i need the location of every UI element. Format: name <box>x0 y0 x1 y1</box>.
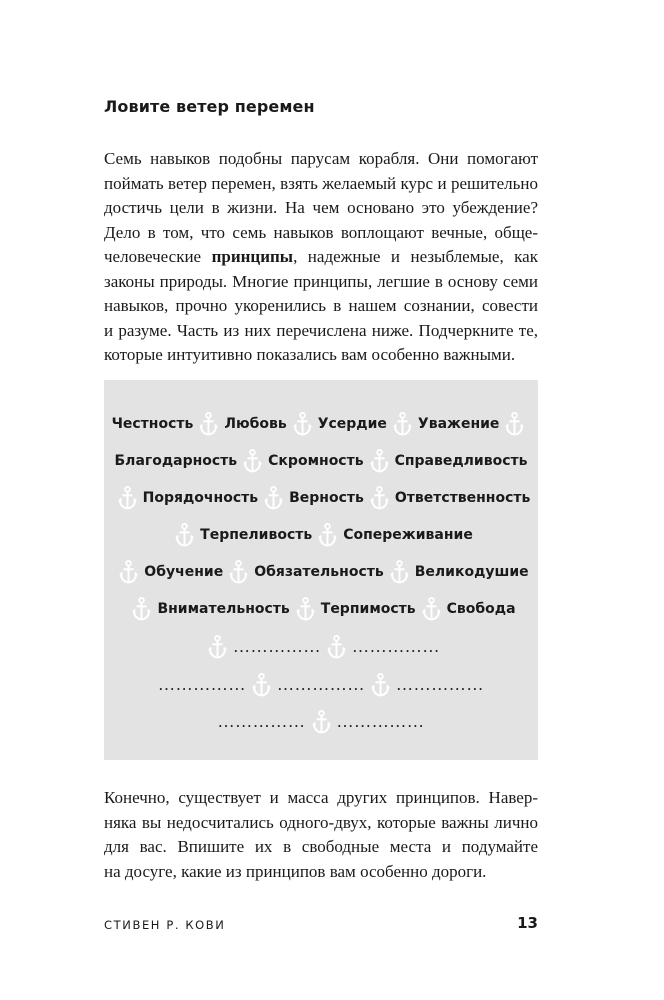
anchor-icon <box>199 412 218 436</box>
text-line: которые интуитивно показались вам особенно важными. <box>104 345 516 364</box>
text-line: няка вы недосчитались одного-двух, которые важны лично <box>104 812 538 832</box>
anchor-icon <box>118 486 137 510</box>
principles-row <box>104 558 538 586</box>
principles-box <box>104 380 538 760</box>
anchor-icon <box>370 486 389 510</box>
footer-author: СТИВЕН Р. КОВИ <box>104 918 226 932</box>
anchor-icon <box>243 449 262 473</box>
text-line: и разуме. Часть из них перечислена ниже. Подчеркните те, <box>104 320 538 340</box>
principle-item: Скромность <box>268 453 364 469</box>
principle-item: Великодушие <box>414 564 529 580</box>
anchor-icon <box>293 412 312 436</box>
principle-item: Верность <box>289 490 364 506</box>
text-line: для вас. Впишите их в свободные места и подумайте <box>104 837 538 856</box>
anchor-icon <box>312 710 331 734</box>
principles-row <box>104 410 538 438</box>
blank-slot[interactable]: …………… <box>158 675 246 694</box>
blank-slot[interactable]: …………… <box>233 637 321 656</box>
principle-item: Ответственность <box>394 490 531 506</box>
text-fragment: , надежные и незыблемые, как <box>293 247 538 266</box>
principles-row <box>104 595 538 623</box>
anchor-icon <box>318 523 337 547</box>
bold-term: принципы <box>211 247 294 266</box>
principle-item: Внимательность <box>157 601 290 617</box>
principles-row <box>104 521 538 549</box>
text-line: Дело в том, что семь навыков воплощают вечные, обще- <box>104 222 538 242</box>
anchor-icon <box>505 412 524 436</box>
anchor-icon <box>393 412 412 436</box>
principle-item: Сопереживание <box>343 527 473 543</box>
anchor-icon <box>296 597 315 621</box>
blank-slot[interactable]: …………… <box>277 675 365 694</box>
page-number: 13 <box>517 914 538 932</box>
text-fragment: человеческие <box>104 247 212 266</box>
principle-item: Обязательность <box>254 564 384 580</box>
text-line: Семь навыков подобны парусам корабля. Они помогают <box>104 149 538 168</box>
blank-slot[interactable]: …………… <box>217 712 306 731</box>
principle-item: Честность <box>111 416 194 432</box>
blank-row <box>104 633 538 661</box>
principles-row <box>104 484 538 512</box>
anchor-icon <box>370 449 389 473</box>
anchor-icon <box>264 486 283 510</box>
anchor-icon <box>390 560 409 584</box>
anchor-icon <box>229 560 248 584</box>
blank-row <box>104 671 538 699</box>
anchor-icon <box>422 597 441 621</box>
principle-item: Терпеливость <box>200 527 313 543</box>
text-line: навыков, прочно укоренились в нашем сознании, совести <box>104 296 538 315</box>
anchor-icon <box>132 597 151 621</box>
anchor-icon <box>327 635 346 659</box>
anchor-icon <box>119 560 138 584</box>
principles-row <box>104 447 538 475</box>
principle-item: Обучение <box>144 564 224 580</box>
anchor-icon <box>175 523 194 547</box>
blank-slot[interactable]: …………… <box>396 675 484 694</box>
principle-item: Свобода <box>446 601 516 617</box>
text-line <box>104 245 538 270</box>
principle-item: Порядочность <box>142 490 259 506</box>
principle-item: Благодарность <box>114 453 238 469</box>
principle-item: Терпимость <box>320 601 416 617</box>
blank-slot[interactable]: …………… <box>336 712 425 731</box>
text-line: законы природы. Многие принципы, легшие в основу семи <box>104 271 538 291</box>
text-line: Конечно, существует и масса других принципов. Навер- <box>104 788 538 807</box>
intro-paragraph <box>104 147 538 368</box>
anchor-icon <box>371 673 390 697</box>
principle-item: Усердие <box>317 416 387 432</box>
blank-row <box>104 708 538 736</box>
anchor-icon <box>208 635 227 659</box>
principle-item: Любовь <box>224 416 287 432</box>
text-line: поймать ветер перемен, взять желаемый курс и решительно <box>104 173 538 193</box>
blank-slot[interactable]: …………… <box>352 637 440 656</box>
principle-item: Справедливость <box>394 453 528 469</box>
section-heading: Ловите ветер перемен <box>104 97 315 116</box>
closing-paragraph <box>104 786 538 884</box>
principle-item: Уважение <box>417 416 500 432</box>
text-line: на досуге, какие из принципов вам особенно дороги. <box>104 861 487 881</box>
anchor-icon <box>252 673 271 697</box>
text-line: достичь цели в жизни. На чем основано это убеждение? <box>104 198 538 217</box>
